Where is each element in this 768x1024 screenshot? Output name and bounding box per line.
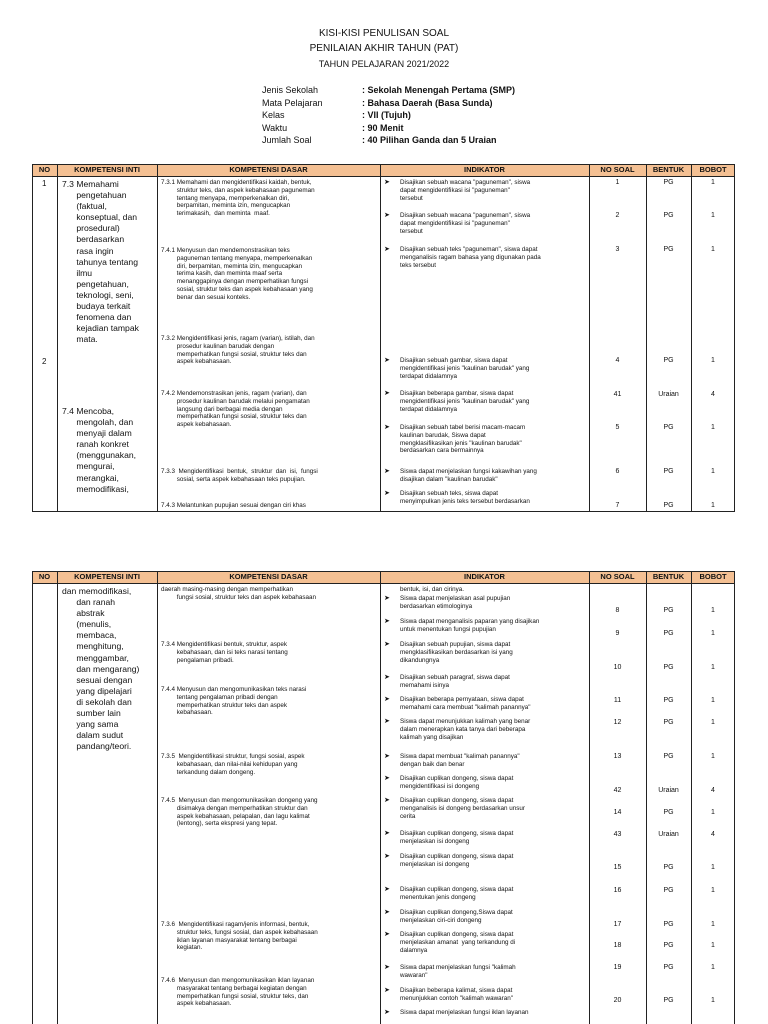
indikator-item: Siswa dapat menganalisis paparan yang disajikan untuk menentukan fungsi pupujian xyxy=(400,618,540,633)
bullet-arrow-icon: ➤ xyxy=(384,718,390,725)
bullet-arrow-icon: ➤ xyxy=(384,909,390,916)
no-soal-cell: 5 xyxy=(615,424,620,431)
bullet-arrow-icon: ➤ xyxy=(384,618,390,625)
bentuk-cell: PG xyxy=(663,921,674,928)
no-soal-cell: 13 xyxy=(613,753,622,760)
grid-line xyxy=(32,176,735,177)
no-soal-cell: 4 xyxy=(615,357,620,364)
kompetensi-dasar: 7.4.6 Menyusun dan mengomunikasikan iklan layanan masyarakat tentang berbagai kegiatan dengan memperhatikan fungsi sosial, struktur teks, dan aspek kebahasaan. xyxy=(161,977,315,1008)
bobot-cell: 1 xyxy=(711,719,715,726)
no-soal-cell: 7 xyxy=(615,502,620,509)
bullet-arrow-icon: ➤ xyxy=(384,753,390,760)
bobot-cell: 1 xyxy=(711,942,715,949)
no-soal-cell: 19 xyxy=(613,964,622,971)
no-soal-cell: 11 xyxy=(613,697,622,704)
grid-line xyxy=(380,571,381,1024)
col-header-no: NO xyxy=(38,165,51,174)
bullet-arrow-icon: ➤ xyxy=(384,1009,390,1016)
bobot-cell: 1 xyxy=(711,212,715,219)
bullet-arrow-icon: ➤ xyxy=(384,964,390,971)
bullet-arrow-icon: ➤ xyxy=(384,886,390,893)
col-header-bentuk: BENTUK xyxy=(652,165,685,174)
bullet-arrow-icon: ➤ xyxy=(384,696,390,703)
grid-line xyxy=(380,164,381,512)
indikator-item: Disajikan sebuah gambar, siswa dapat mengidentifikasi jenis "kaulinan barudak" yang terdapat didalamnya xyxy=(400,357,530,380)
col-header-no-soal: NO SOAL xyxy=(600,165,635,174)
indikator-item: Disajikan beberapa kalimat, siswa dapat menunjukkan contoh "kalimah wawaran" xyxy=(400,987,513,1002)
grid-line xyxy=(57,164,58,512)
bullet-arrow-icon: ➤ xyxy=(384,357,390,364)
indikator-item: Disajikan cuplikan dongeng, siswa dapat mengidentifikasi isi dongeng xyxy=(400,775,514,790)
grid-line xyxy=(734,571,735,1024)
info-key: Jumlah Soal xyxy=(262,135,312,145)
kompetensi-inti-7-3: 7.3 Memahami pengetahuan (faktual, konseptual, dan prosedural) berdasarkan rasa ingin tahunya tentang ilmu pengetahuan, teknologi, seni, budaya terkait fenomena dan kejadian tampak mata. xyxy=(62,179,139,345)
bullet-arrow-icon: ➤ xyxy=(384,674,390,681)
row-number: 1 xyxy=(42,179,47,188)
kompetensi-inti-7-4-cont: dan memodifikasi, dan ranah abstrak (menulis, membaca, menghitung, menggambar, dan mengarang) sesuai dengan yang dipelajari di sekolah dan sumber lain yang sama dalam sudut pandang/teori. xyxy=(62,586,140,752)
info-key: Jenis Sekolah xyxy=(262,85,319,95)
kisi-table-2 xyxy=(32,571,735,1024)
bobot-cell: 1 xyxy=(711,887,715,894)
col-header-kd: KOMPETENSI DASAR xyxy=(229,572,308,581)
indikator-item: Disajikan cuplikan dongeng, siswa dapat menentukan jenis dongeng xyxy=(400,886,514,901)
no-soal-cell: 18 xyxy=(613,942,622,949)
info-value: : Sekolah Menengah Pertama (SMP) xyxy=(362,85,516,95)
bullet-arrow-icon: ➤ xyxy=(384,246,390,253)
grid-line xyxy=(157,571,158,1024)
bobot-cell: 4 xyxy=(711,391,715,398)
bobot-cell: 1 xyxy=(711,964,715,971)
no-soal-cell: 1 xyxy=(615,179,620,186)
bullet-arrow-icon: ➤ xyxy=(384,468,390,475)
school-year: TAHUN PELAJARAN 2021/2022 xyxy=(318,59,450,69)
bentuk-cell: PG xyxy=(663,887,674,894)
kompetensi-dasar: 7.3.6 Mengidentifikasi ragam/jenis informasi, bentuk, struktur teks, fungsi sosial, dan aspek kebahasaan iklan layanan masyarakat tentang berbagai kegiatan. xyxy=(161,921,318,952)
document-title: KISI-KISI PENULISAN SOAL xyxy=(318,28,450,39)
bobot-cell: 1 xyxy=(711,607,715,614)
no-soal-cell: 43 xyxy=(613,831,622,838)
bentuk-cell: PG xyxy=(663,864,674,871)
bullet-arrow-icon: ➤ xyxy=(384,490,390,497)
indikator-item: Disajikan cuplikan dongeng, siswa dapat menjelaskan isi dongeng xyxy=(400,830,514,845)
grid-line xyxy=(589,571,590,1024)
grid-line xyxy=(646,571,647,1024)
bobot-cell: 1 xyxy=(711,809,715,816)
bentuk-cell: PG xyxy=(663,607,674,614)
no-soal-cell: 20 xyxy=(613,997,622,1004)
kisi-table-1 xyxy=(32,164,735,512)
info-value: : VII (Tujuh) xyxy=(362,110,411,120)
info-value: : Bahasa Daerah (Basa Sunda) xyxy=(362,97,493,108)
col-header-ki: KOMPETENSI INTI xyxy=(74,572,140,581)
grid-line xyxy=(32,164,33,512)
bullet-arrow-icon: ➤ xyxy=(384,987,390,994)
bobot-cell: 1 xyxy=(711,753,715,760)
indikator-item: Disajikan cuplikan dongeng, siswa dapat menjelaskan amanat yang terkandung di dalamnya xyxy=(400,931,516,954)
indikator-item: Siswa dapat menjelaskan fungsi iklan layanan xyxy=(400,1009,529,1016)
info-block xyxy=(262,84,582,150)
bentuk-cell: PG xyxy=(663,697,674,704)
row-number: 2 xyxy=(42,357,47,366)
indikator-item: Disajikan sebuah teks, siswa dapat menyimpulkan jenis teks tersebut berdasarkan xyxy=(400,490,530,505)
col-header-bentuk: BENTUK xyxy=(652,572,685,581)
bullet-arrow-icon: ➤ xyxy=(384,931,390,938)
no-soal-cell: 6 xyxy=(615,468,620,475)
bullet-arrow-icon: ➤ xyxy=(384,212,390,219)
grid-line xyxy=(32,571,33,1024)
indikator-item: Disajikan cuplikan dongeng,Siswa dapat menjelaskan ciri-ciri dongeng xyxy=(400,909,513,924)
grid-line xyxy=(57,571,58,1024)
bobot-cell: 1 xyxy=(711,921,715,928)
kompetensi-dasar: 7.4.2 Mendemonstrasikan jenis, ragam (varian), dan prosedur kaulinan barudak melalui pengamatan langsung dari berbagai media dengan memperhatikan fungsi sosial, struktur teks dan aspek kebahasaan. xyxy=(161,390,310,429)
bobot-cell: 1 xyxy=(711,424,715,431)
kompetensi-dasar: 7.4.5 Menyusun dan mengomunikasikan dongeng yang disimakya dengan memperhatikan struktur dan aspek kebahasaan, pelapalan, dan lagu kalimat (lentong), serta ekspresi yang tepat. xyxy=(161,797,318,828)
bentuk-cell: PG xyxy=(663,753,674,760)
indikator-item: Disajikan beberapa pernyataan, siswa dapat memahami cara membuat "kalimah panannya" xyxy=(400,696,531,711)
info-value: : 90 Menit xyxy=(362,122,404,133)
indikator-item: Siswa dapat menjelaskan fungsi kakawihan yang disajikan dalam "kaulinan barudak" xyxy=(400,468,537,483)
indikator-item: Disajikan sebuah wacana "paguneman", siswa dapat mengidentifikasi isi "paguneman" tersebut xyxy=(400,179,531,202)
bullet-arrow-icon: ➤ xyxy=(384,853,390,860)
grid-line xyxy=(157,164,158,512)
no-soal-cell: 17 xyxy=(613,921,622,928)
bullet-arrow-icon: ➤ xyxy=(384,595,390,602)
bobot-cell: 1 xyxy=(711,468,715,475)
kompetensi-dasar: 7.4.3 Melantunkan pupujian sesuai dengan ciri khas xyxy=(161,502,306,509)
bullet-arrow-icon: ➤ xyxy=(384,830,390,837)
bentuk-cell: PG xyxy=(663,964,674,971)
col-header-bobot: BOBOT xyxy=(699,165,727,174)
bentuk-cell: Uraian xyxy=(658,787,679,794)
bobot-cell: 4 xyxy=(711,787,715,794)
kompetensi-dasar: 7.3.3 Mengidentifikasi bentuk, struktur dan isi, fungsi sosial, serta aspek kebahasaan teks pupujian. xyxy=(161,468,318,483)
no-soal-cell: 16 xyxy=(613,887,622,894)
bobot-cell: 1 xyxy=(711,630,715,637)
col-header-no: NO xyxy=(38,572,51,581)
bentuk-cell: PG xyxy=(663,357,674,364)
bentuk-cell: Uraian xyxy=(658,391,679,398)
no-soal-cell: 12 xyxy=(613,719,622,726)
bullet-arrow-icon: ➤ xyxy=(384,390,390,397)
col-header-bobot: BOBOT xyxy=(699,572,727,581)
info-row xyxy=(262,122,582,134)
no-soal-cell: 42 xyxy=(613,787,622,794)
col-header-no-soal: NO SOAL xyxy=(600,572,635,581)
bullet-arrow-icon: ➤ xyxy=(384,179,390,186)
info-key: Kelas xyxy=(262,110,285,120)
no-soal-cell: 14 xyxy=(613,809,622,816)
bobot-cell: 1 xyxy=(711,697,715,704)
indikator-item: Disajikan sebuah paragraf, siswa dapat memahami isinya xyxy=(400,674,510,689)
kompetensi-dasar: 7.3.1 Memahami dan mengidentifikasi kaidah, bentuk, struktur teks, dan aspek kebahasaan paguneman tentang menyapa, memperkenalkan diri, berpamitan, meminta izin, mengucapkan terimakasih, dan meminta maaf. xyxy=(161,179,315,218)
kompetensi-dasar: 7.3.4 Mengidentifikasi bentuk, struktur, aspek kebahasaan, dan isi teks narasi tentang pengalaman pribadi. xyxy=(161,641,288,664)
info-key: Mata Pelajaran xyxy=(262,97,323,108)
kompetensi-dasar: daerah masing-masing dengan memperhatikan fungsi sosial, struktur teks dan aspek kebahasaan xyxy=(161,586,317,601)
bullet-arrow-icon: ➤ xyxy=(384,424,390,431)
indikator-item: Disajikan beberapa gambar, siswa dapat mengidentifikasi jenis "kaulinan barudak" yang terdapat didalamnya xyxy=(400,390,530,413)
col-header-indikator: INDIKATOR xyxy=(464,572,505,581)
indikator-item: Siswa dapat membuat "kalimah panannya" dengan baik dan benar xyxy=(400,753,520,768)
grid-line xyxy=(32,511,735,512)
bentuk-cell: PG xyxy=(663,246,674,253)
info-row xyxy=(262,84,582,96)
bentuk-cell: PG xyxy=(663,630,674,637)
col-header-kd: KOMPETENSI DASAR xyxy=(229,165,308,174)
grid-line xyxy=(32,164,735,165)
info-row xyxy=(262,134,582,146)
indikator-item: Disajikan sebuah wacana "paguneman", siswa dapat mengidentifikasi isi "paguneman" tersebut xyxy=(400,212,531,235)
col-header-indikator: INDIKATOR xyxy=(464,165,505,174)
bentuk-cell: PG xyxy=(663,997,674,1004)
bentuk-cell: PG xyxy=(663,719,674,726)
document-subtitle: PENILAIAN AKHIR TAHUN (PAT) xyxy=(309,43,459,54)
bobot-cell: 1 xyxy=(711,664,715,671)
bobot-cell: 1 xyxy=(711,997,715,1004)
grid-line xyxy=(691,571,692,1024)
indikator-item: Disajikan sebuah teks "paguneman", siswa dapat menganalisis ragam bahasa yang digunakan pada teks tersebut xyxy=(400,246,541,269)
info-key: Waktu xyxy=(262,122,288,133)
indikator-item: Disajikan cuplikan dongeng, siswa dapat menganalisis isi dongeng berdasarkan unsur cerita xyxy=(400,797,525,820)
info-value: : 40 Pilihan Ganda dan 5 Uraian xyxy=(362,135,497,145)
no-soal-cell: 2 xyxy=(615,212,620,219)
indikator-item: bentuk, isi, dan cirinya. xyxy=(400,586,465,593)
indikator-item: Siswa dapat menunjukkan kalimah yang benar dalam menerapkan kata tanya dari beberapa kalimah yang disajikan xyxy=(400,718,531,741)
no-soal-cell: 41 xyxy=(613,391,622,398)
bentuk-cell: PG xyxy=(663,502,674,509)
bobot-cell: 4 xyxy=(711,831,715,838)
indikator-item: Disajikan sebuah tabel berisi macam-macam kaulinan barudak, Siswa dapat mengklasifikasikan jenis "kaulinan barudak" berdasarkan cara bermainnya xyxy=(400,424,526,455)
kompetensi-dasar: 7.4.1 Menyusun dan mendemonstrasikan teks paguneman tentang menyapa, memperkenalkan diri, berpamitan, meminta izin, mengucapkan terima kasih, dan meminta maaf serta menanggapinya dengan memperhatikan fungsi sosial, struktur teks dan aspek kebahasaan yang benar dan sesuai konteks. xyxy=(161,247,313,301)
bobot-cell: 1 xyxy=(711,864,715,871)
kompetensi-dasar: 7.3.2 Mengidentifikasi jenis, ragam (varian), istilah, dan prosedur kaulinan barudak dengan memperhatikan fungsi sosial, struktur teks dan aspek kebahasaan. xyxy=(161,335,315,366)
bullet-arrow-icon: ➤ xyxy=(384,641,390,648)
no-soal-cell: 9 xyxy=(615,630,620,637)
indikator-item: Disajikan cuplikan dongeng, siswa dapat menjelaskan isi dongeng xyxy=(400,853,514,868)
no-soal-cell: 10 xyxy=(613,664,622,671)
bullet-arrow-icon: ➤ xyxy=(384,797,390,804)
col-header-ki: KOMPETENSI INTI xyxy=(74,165,140,174)
bentuk-cell: PG xyxy=(663,468,674,475)
bentuk-cell: PG xyxy=(663,942,674,949)
grid-line xyxy=(32,583,735,584)
bentuk-cell: PG xyxy=(663,212,674,219)
bentuk-cell: Uraian xyxy=(658,831,679,838)
kompetensi-dasar: 7.4.4 Menyusun dan mengomunikasikan teks narasi tentang pengalaman pribadi dengan memperhatikan struktur teks dan aspek kebahasaan. xyxy=(161,686,307,717)
bentuk-cell: PG xyxy=(663,664,674,671)
no-soal-cell: 8 xyxy=(615,607,620,614)
bentuk-cell: PG xyxy=(663,809,674,816)
no-soal-cell: 3 xyxy=(615,246,620,253)
bobot-cell: 1 xyxy=(711,179,715,186)
indikator-item: Siswa dapat menjelaskan fungsi "kalimah wawaran" xyxy=(400,964,516,979)
bobot-cell: 1 xyxy=(711,502,715,509)
bobot-cell: 1 xyxy=(711,357,715,364)
indikator-item: Disajikan sebuah pupujian, siswa dapat mengklasifikasikan berdasarkan isi yang dikandungnya xyxy=(400,641,513,664)
info-row xyxy=(262,97,582,109)
indikator-item: Siswa dapat menjelaskan asal pupujian berdasarkan etimologinya xyxy=(400,595,511,610)
bobot-cell: 1 xyxy=(711,246,715,253)
kompetensi-dasar: 7.3.5 Mengidentifikasi struktur, fungsi sosial, aspek kebahasaan, dan nilai-nilai kehidupan yang terkandung dalam dongeng. xyxy=(161,753,305,776)
info-row xyxy=(262,109,582,121)
no-soal-cell: 15 xyxy=(613,864,622,871)
bentuk-cell: PG xyxy=(663,424,674,431)
bullet-arrow-icon: ➤ xyxy=(384,775,390,782)
bentuk-cell: PG xyxy=(663,179,674,186)
kompetensi-inti-7-4: 7.4 Mencoba, mengolah, dan menyaji dalam ranah konkret (menggunakan, mengurai, merangkai, memodifikasi, xyxy=(62,406,137,494)
grid-line xyxy=(32,571,735,572)
